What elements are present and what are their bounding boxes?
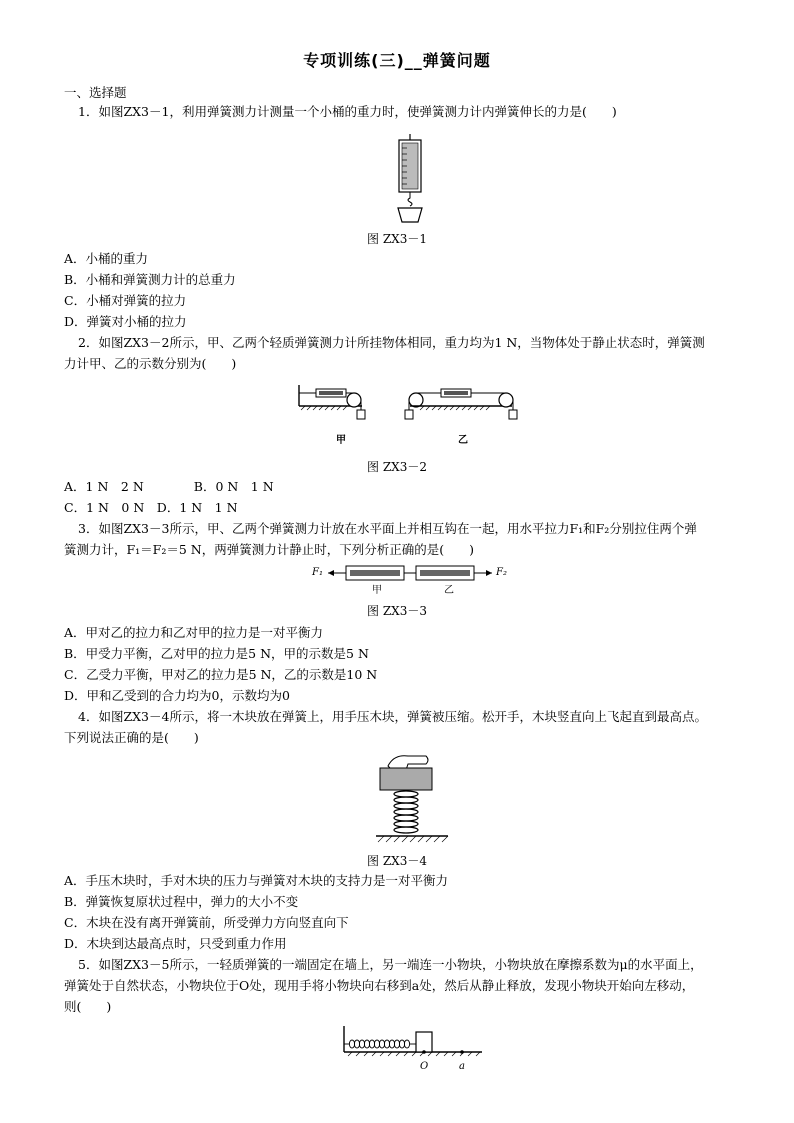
q3-option-c: C．乙受力平衡，甲对乙的拉力是5 N，乙的示数是10 N xyxy=(64,667,378,682)
q4-option-d: D．木块到达最高点时，只受到重力作用 xyxy=(64,936,287,951)
q1-option-b: B．小桶和弹簧测力计的总重力 xyxy=(64,272,236,287)
q5-stem-line1: 5．如图ZX3－5所示，一轻质弹簧的一端固定在墙上，另一端连一小物块，小物块放在摩擦系数为μ的水平面上， xyxy=(78,957,703,972)
q2-options-line2: C．1 N 0 N D．1 N 1 N xyxy=(64,500,238,515)
q4-stem-line1: 4．如图ZX3－4所示，将一木块放在弹簧上，用手压木块，弹簧被压缩。松开手，木块竖直向上飞起直到最高点。 xyxy=(78,709,707,724)
q3-figure-hooked-spring-scales xyxy=(328,564,492,582)
q2-label-jia: 甲 xyxy=(336,435,346,446)
q1-stem: 1．如图ZX3－1，利用弹簧测力计测量一个小桶的重力时，使弹簧测力计内弹簧伸长的力是( ) xyxy=(78,104,617,119)
q2-figure-two-spring-scales xyxy=(296,380,522,430)
q2-label-yi: 乙 xyxy=(458,435,468,446)
q3-caption: 图 ZX3－3 xyxy=(367,604,427,618)
q5-stem-line2: 弹簧处于自然状态，小物块位于O处，现用手将小物块向右移到a处，然后从静止释放，发现小物块开始向左移动， xyxy=(64,978,695,993)
q4-option-a: A．手压木块时，手对木块的压力与弹簧对木块的支持力是一对平衡力 xyxy=(64,873,449,888)
q2-caption: 图 ZX3－2 xyxy=(367,460,427,474)
q3-option-d: D．甲和乙受到的合力均为0，示数均为0 xyxy=(64,688,290,703)
q1-figure-spring-scale xyxy=(392,134,428,226)
q3-stem-line1: 3．如图ZX3－3所示，甲、乙两个弹簧测力计放在水平面上并相互钩在一起，用水平拉力F₁和F₂分别拉住两个弹 xyxy=(78,521,697,536)
q3-label-yi: 乙 xyxy=(444,585,454,596)
q5-label-o: O xyxy=(420,1061,429,1072)
q5-label-a: a xyxy=(459,1061,465,1072)
q3-option-a: A．甲对乙的拉力和乙对甲的拉力是一对平衡力 xyxy=(64,625,324,640)
q5-figure-spring-block-surface xyxy=(340,1024,486,1058)
q3-option-b: B．甲受力平衡，乙对甲的拉力是5 N，甲的示数是5 N xyxy=(64,646,369,661)
page-title: 专项训练(三)__弹簧问题 xyxy=(303,51,491,70)
q1-option-c: C．小桶对弹簧的拉力 xyxy=(64,293,187,308)
q4-stem-line2: 下列说法正确的是( ) xyxy=(64,730,199,745)
q2-stem-line1: 2．如图ZX3－2所示，甲、乙两个轻质弹簧测力计所挂物体相同，重力均为1 N，当物体处于静止状态时，弹簧测 xyxy=(78,335,705,350)
q3-label-f2: F₂ xyxy=(496,567,507,578)
q4-option-b: B．弹簧恢复原状过程中，弹力的大小不变 xyxy=(64,894,299,909)
q1-option-a: A．小桶的重力 xyxy=(64,251,149,266)
section-heading: 一、选择题 xyxy=(64,85,127,100)
q3-stem-line2: 簧测力计，F₁＝F₂＝5 N，两弹簧测力计静止时，下列分析正确的是( ) xyxy=(64,542,474,557)
q2-stem-line2: 力计甲、乙的示数分别为( ) xyxy=(64,356,237,371)
q4-figure-block-on-spring xyxy=(372,752,454,848)
q5-stem-line3: 则( ) xyxy=(64,999,112,1014)
q1-option-d: D．弹簧对小桶的拉力 xyxy=(64,314,187,329)
q3-label-f1: F₁ xyxy=(312,567,323,578)
q2-options-line1: A．1 N 2 N B．0 N 1 N xyxy=(64,479,274,494)
q1-caption: 图 ZX3－1 xyxy=(367,232,427,246)
q3-label-jia: 甲 xyxy=(372,585,382,596)
q4-option-c: C．木块在没有离开弹簧前，所受弹力方向竖直向下 xyxy=(64,915,349,930)
q4-caption: 图 ZX3－4 xyxy=(367,854,427,868)
